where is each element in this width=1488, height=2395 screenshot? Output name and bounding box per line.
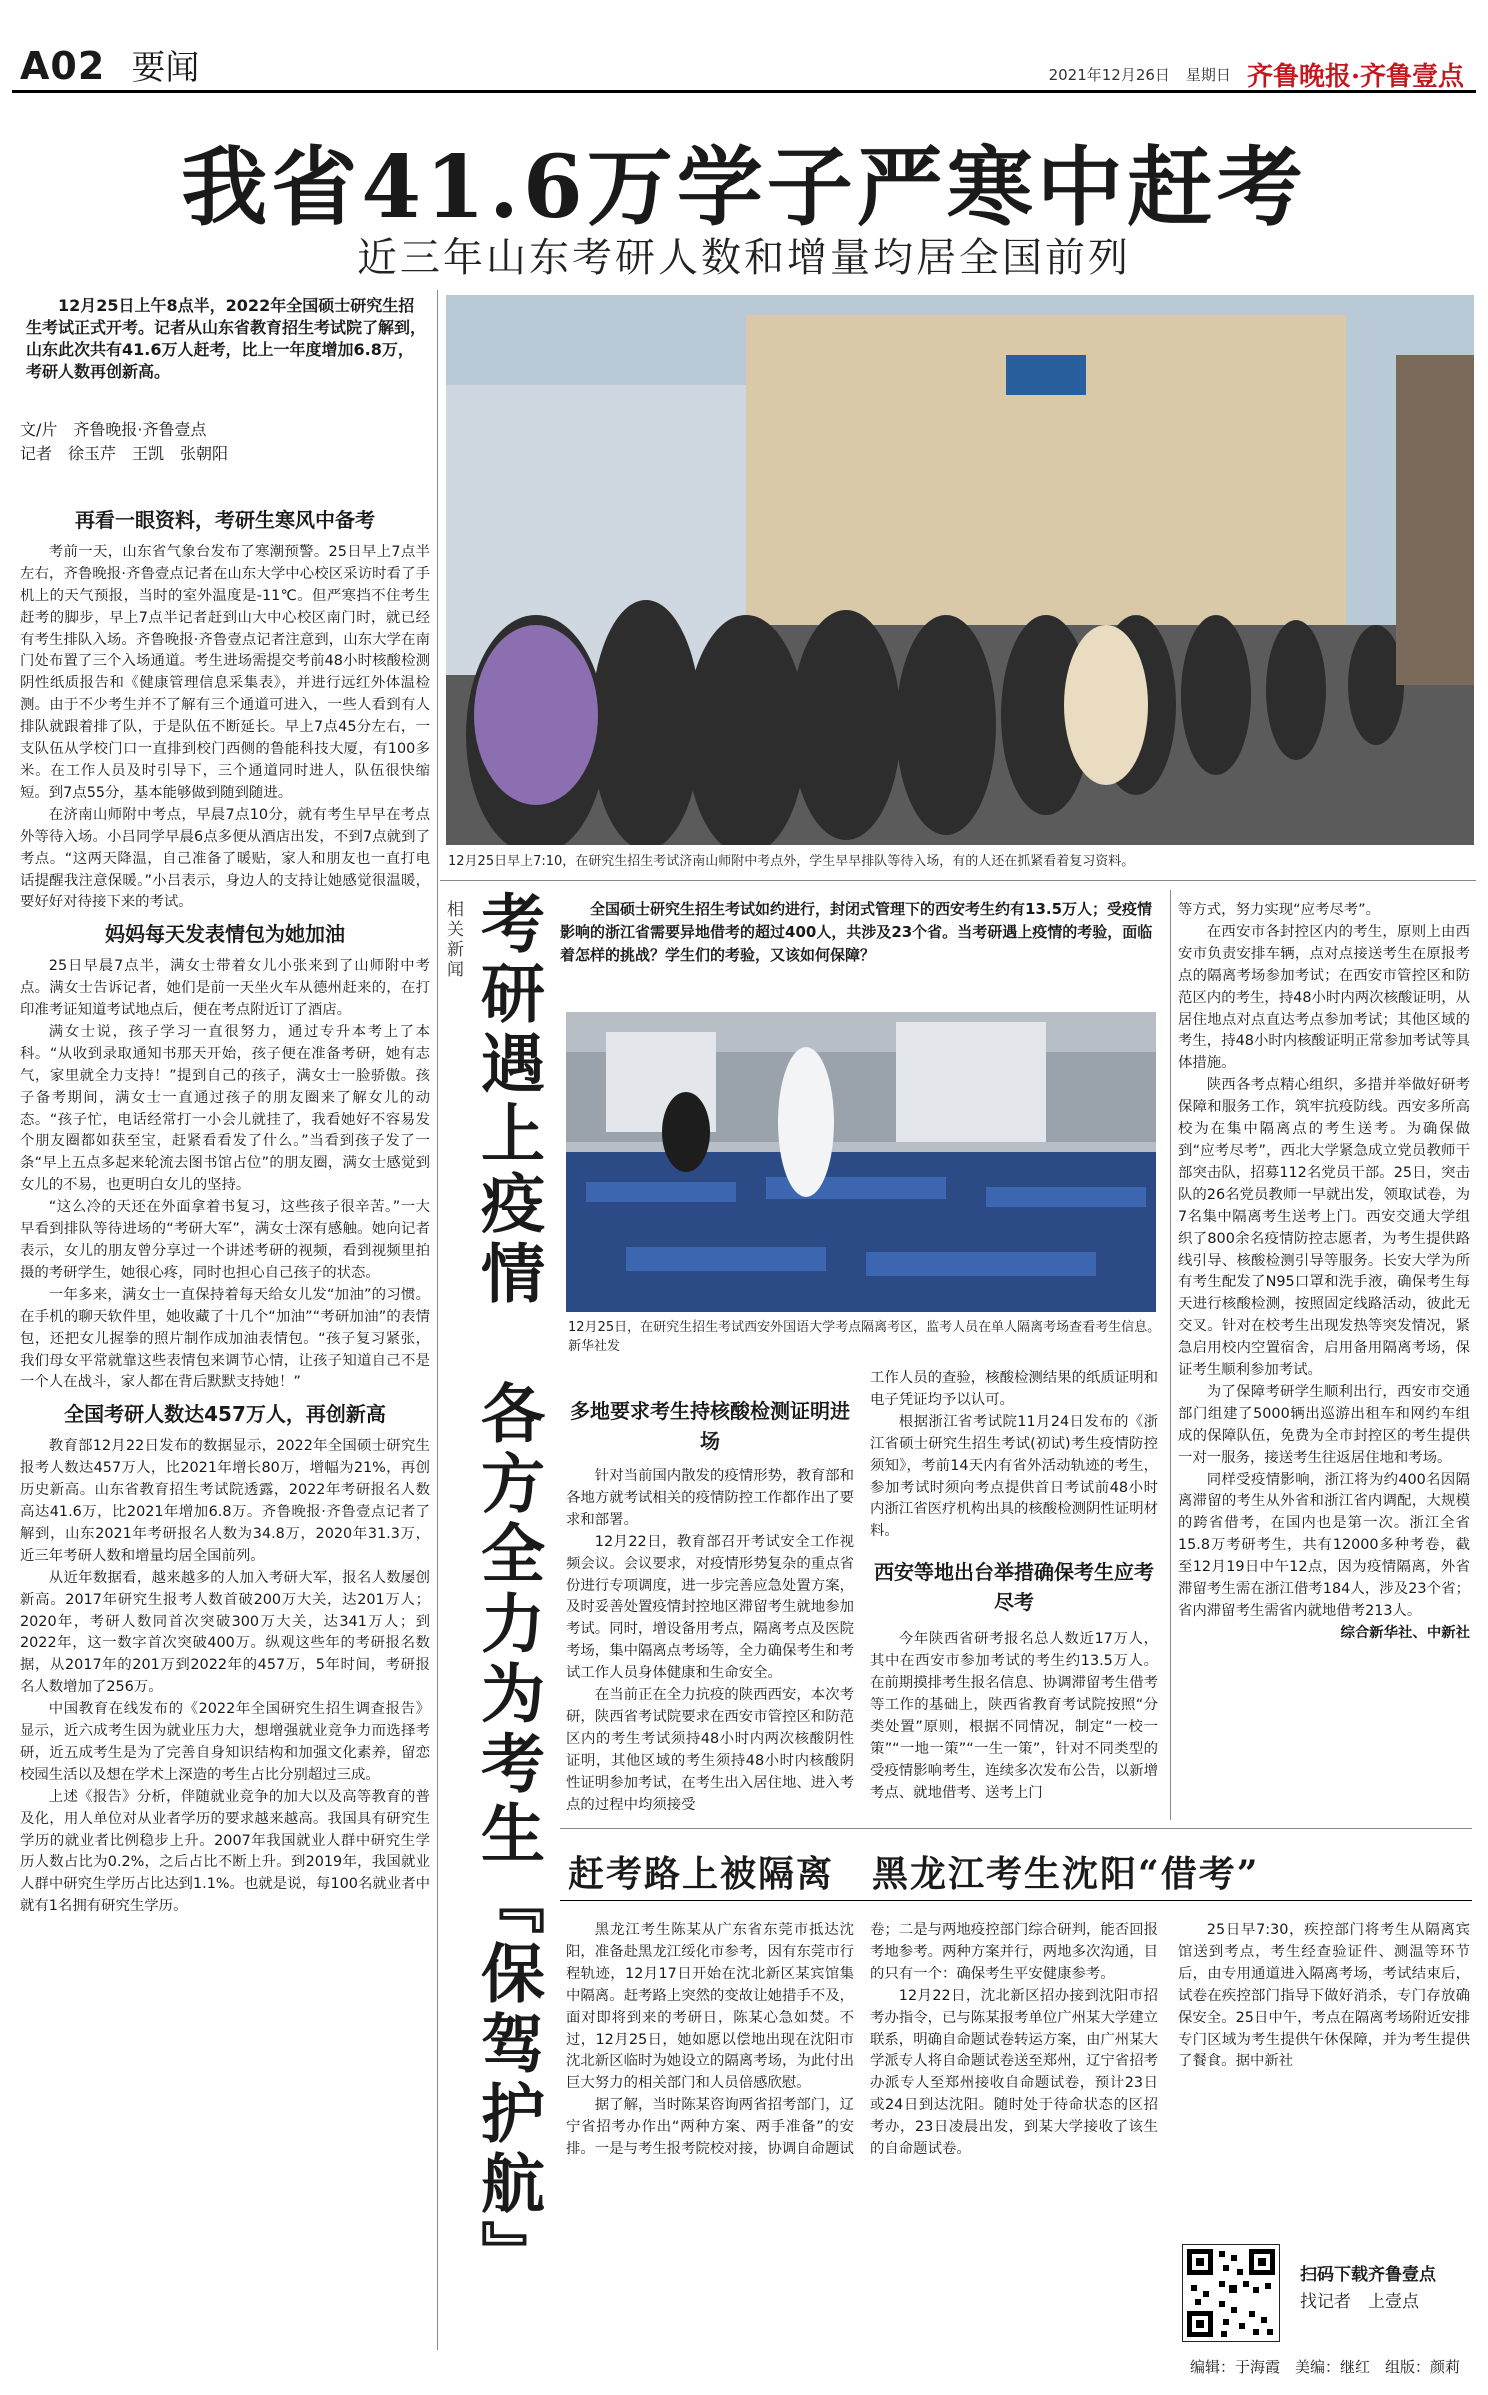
article-paragraph: 12月22日，教育部召开考试安全工作视频会议。会议要求，对疫情形势复杂的重点省份进行专项调度，进一步完善应急处置方案，及时妥善处置疫情封控地区滞留考生就地参加考试。同时，增设备用考点，隔离考点及医院考场，集中隔离点考场等，全力确保考生和考试工作人员身体健康和生命安全。 [566, 1533, 854, 1682]
article-paragraph: 在当前正在全力抗疫的陕西西安，本次考研，陕西省考试院要求在西安市管控区和防范区内的考生考试须持48小时内两次核酸阴性证明，其他区域的考生须持48小时内核酸阴性证明参加考试，在考生出入居住地、进入考点的过程中均须接受 [566, 1687, 854, 1813]
article-paragraph: 满女士说，孩子学习一直很努力，通过专升本考上了本科。“从收到录取通知书那天开始，孩子便在准备考研，她有志气，家里就全力支持！”提到自己的孩子，满女士一脸骄傲。孩子备考期间，满女士一直通过孩子的朋友圈来了解女儿的动态。“孩子忙，电话经常打一小会儿就挂了，我看她好不容易发个朋友圈都如获至宝，赶紧看看发了什么。”当看到孩子发了一条“早上五点多起来轮流去图书馆占位”的朋友圈，满女士感觉到女儿的不易，也更明白女儿的坚持。 [20, 1023, 430, 1194]
article-paragraph: 25日早晨7点半，满女士带着女儿小张来到了山师附中考点。满女士告诉记者，她们是前一天坐火车从德州赶来的，在打印准考证知道考试地点后，便在考点附近订了酒店。 [20, 958, 430, 1019]
qr-code[interactable] [1182, 2244, 1280, 2342]
exam-queue-photo [446, 295, 1474, 845]
column-divider [1170, 890, 1171, 1820]
article-paragraph: 中国教育在线发布的《2022年全国研究生招生调查报告》显示，近六成考生因为就业压力大，想增强就业竞争力而选择考研，近五成考生是为了完善自身知识结构和加强文化素养，留恋校园生活以及想在学术上深造的考生占比分别超过三成。 [20, 1701, 430, 1783]
article-paragraph: 在西安市各封控区内的考生，原则上由西安市负责安排车辆，点对点接送考生在原报考点的隔离考场参加考试；在西安市管控区和防范区内的考生，持48小时内两次核酸证明，从居住地点对点直达考点参加考试；其他区域的考生，持48小时内核酸证明正常参加考试等具体措施。 [1178, 923, 1470, 1072]
article-source: 综合新华社、中新社 [1340, 1624, 1470, 1641]
lead-paragraph: 12月25日上午8点半，2022年全国硕士研究生招生考试正式开考。记者从山东省教育招生考试院了解到，山东此次共有41.6万人赶考，比上一年度增加6.8万，考研人数再创新高。 [26, 296, 427, 381]
column-divider [437, 290, 438, 2350]
story-column-1 [566, 1920, 854, 2161]
sub-headline: 近三年山东考研人数和增量均居全国前列 [357, 235, 1131, 281]
qr-caption [1300, 2262, 1470, 2316]
mid-column-2 [870, 1368, 1158, 1805]
qr-caption-line1: 扫码下载齐鲁壹点 [1300, 2265, 1436, 2285]
sub-heading: 多地要求考生持核酸检测证明进场 [570, 1399, 850, 1453]
section-heading: 全国考研人数达457万人，再创新高 [64, 1402, 386, 1427]
article-paragraph: “这么冷的天还在外面拿着书复习，这些孩子很辛苦。”一大早看到排队等待进场的“考研大军”，满女士深有感触。她向记者表示，女儿的朋友曾分享过一个讲述考研的视频，看到视频里拍摄的考研学生，她很心疼，同时也担心自己孩子的状态。 [20, 1199, 430, 1281]
story-column-3 [1178, 1920, 1470, 2073]
mid-column-1 [566, 1396, 854, 1817]
sub-heading: 西安等地出台举措确保考生应考尽考 [874, 1560, 1154, 1615]
photo-caption: 12月25日早上7:10，在研究生招生考试济南山师附中考点外，学生早早排队等待入场，有的人还在抓紧看着复习资料。 [448, 854, 1135, 869]
exam-queue-photo-illustration [446, 295, 1474, 845]
related-intro: 全国硕士研究生招生考试如约进行，封闭式管理下的西安考生约有13.5万人；受疫情影响的浙江省需要异地借考的超过400人，共涉及23个省。当考研遇上疫情的考验，面临着怎样的挑战？学生们的考验，又该如何保障？ [560, 900, 1153, 964]
byline-source: 文/片 齐鲁晚报·齐鲁壹点 [20, 420, 207, 439]
headline-rule [560, 1900, 1472, 1901]
isolation-exam-room-photo [566, 1012, 1156, 1312]
page-header-left [20, 40, 199, 89]
article-paragraph: 25日早7:30，疾控部门将考生从隔离宾馆送到考点，考生经查验证件、测温等环节后，由专用通道进入隔离考场，考试结束后，试卷在疾控部门指导下做好消杀，专门存放确保安全。25日中午，考点在隔离考场附近安排专门区域为考生提供午休保障，并为考生提供了餐食。据中新社 [1178, 1922, 1470, 2070]
article-paragraph: 从近年数据看，越来越多的人加入考研大军，报名人数屡创新高。2017年研究生报考人数首破200万大关，达201万人；2020年，考研人数同首次突破300万大关，达341万人；到2022年，这一数字首次突破400万。纵观这些年的考研报名数据，从2017年的201万到2022年的457万，5年时间，考研报名人数增加了256万。 [20, 1569, 430, 1696]
byline-reporters: 记者 徐玉芹 王凯 张朝阳 [20, 444, 229, 463]
article-paragraph: 卷；二是与两地疫控部门综合研判，能否回报考地参考。两种方案并行，两地多次沟通，目的只有一个：确保考生平安健康参考。 [870, 1922, 1158, 1982]
newspaper-brand-logo: 齐鲁晚报·齐鲁壹点 [1246, 62, 1464, 92]
article-paragraph: 一年多来，满女士一直保持着每天给女儿发“加油”的习惯。在手机的聊天软件里，她收藏了十几个“加油”“考研加油”的表情包，还把女儿握拳的照片制作成加油表情包。“孩子复习紧张，我们母女平常就靠这些表情包来调节心情，让孩子知道自己不是一个人在战斗，家人都在背后默默支持她！” [20, 1286, 430, 1391]
article-paragraph: 教育部12月22日发布的数据显示，2022年全国硕士研究生报考人数达457万人，比2021年增长80万，增幅为21%，再创历史新高。山东省教育招生考试院透露，2022年考研报名人数高达41.6万，比2021年增加6.8万。齐鲁晚报·齐鲁壹点记者了解到，山东2021年考研报名人数为34.8万，2020年31.3万，近三年考研人数和增量均居全国前列。 [20, 1438, 430, 1564]
article-paragraph: 同样受疫情影响，浙江将为约400名因隔离滞留的考生从外省和浙江省内调配，大规模的跨省借考，在国内也是第一次。浙江全省15.8万考研考生，共有12000多种考卷，截至12月19日中午12点，因为疫情隔离，外省滞留考生需在浙江借考184人，涉及23个省；省内滞留考生需省内就地借考213人。 [1178, 1471, 1470, 1619]
page-header-right [1049, 56, 1464, 93]
section-name: 要闻 [131, 48, 200, 88]
left-column [20, 500, 430, 1918]
article-paragraph: 考前一天，山东省气象台发布了寒潮预警。25日早上7点半左右，齐鲁晚报·齐鲁壹点记者在山东大学中心校区采访时看了手机上的天气预报，当时的室外温度是-11℃。但严寒挡不住考生赶考的脚步，早上7点半记者赶到山大中心校区南门时，就已经有考生排队入场。齐鲁晚报·齐鲁壹点记者注意到，山东大学在南门处布置了三个入场通道。考生进场需提交考前48小时核酸检测阴性纸质报告和《健康管理信息采集表》，并进行远红外体温检测。由于不少考生并不了解有三个通道可进入，一些人看到有人排队就跟着排了队，于是队伍不断延长。早上7点45分左右，一支队伍从学校门口一直排到校门西侧的鲁能科技大厦，有100多米。在工作人员及时引导下，三个通道同时进人，队伍很快缩短。到7点55分，基本能够做到随到随进。 [20, 543, 430, 801]
main-headline: 我省41.6万学子严寒中赶考 [181, 137, 1307, 238]
section-heading: 再看一眼资料，考研生寒风中备考 [75, 508, 375, 532]
article-paragraph: 为了保障考研学生顺利出行，西安市交通部门组建了5000辆出巡游出租车和网约车组成的保障队伍，免费为全市封控区的考生提供一对一服务，接送考生往返居住地和考场。 [1178, 1383, 1470, 1466]
related-news-headline: 考研遇上疫情 各方全力为考生『保驾护航』 [470, 890, 545, 2290]
page-code: A02 [20, 44, 106, 88]
qr-caption-line2: 找记者 上壹点 [1300, 2292, 1419, 2312]
section-rule [440, 880, 1476, 881]
qr-code-icon [1183, 2245, 1279, 2341]
header-rule [12, 90, 1476, 93]
article-paragraph: 据了解，当时陈某咨询两省招考部门，辽宁省招考办作出“两种方案、两手准备”的安排。一是与考生报考院校对接，协调自命题试 [566, 2097, 854, 2158]
section-heading: 妈妈每天发表情包为她加油 [105, 922, 345, 947]
isolation-exam-room-illustration [566, 1012, 1156, 1312]
article-paragraph: 在济南山师附中考点，早晨7点10分，就有考生早早在考点外等待入场。小吕同学早晨6点多便从酒店出发，不到7点就到了考点。“这两天降温，自己准备了暖贴，家人和朋友也一直打电话提醒我注意保暖。”小吕表示，身边人的支持让她感觉很温暖，要好好对待接下来的考试。 [20, 806, 430, 911]
editor-credits: 编辑：于海霞 美编：继红 组版：颜莉 [1190, 2358, 1461, 2376]
story-column-2 [870, 1920, 1158, 2161]
article-paragraph: 工作人员的查验，核酸检测结果的纸质证明和电子凭证均予以认可。 [870, 1370, 1158, 1408]
issue-weekday: 星期日 [1185, 66, 1231, 84]
article-paragraph: 根据浙江省考试院11月24日发布的《浙江省硕士研究生招生考试(初试)考生疫情防控须知》，考前14天内有省外活动轨迹的考生，参加考试时须向考点提供首日考试前48小时内浙江省医疗机构出具的核酸检测阴性证明材料。 [870, 1413, 1158, 1540]
article-paragraph: 陕西各考点精心组织，多措并举做好研考保障和服务工作，筑牢抗疫防线。西安多所高校为在集中隔离点的考生送考。为确保做到“应考尽考”，西北大学紧急成立党员教师干部突击队，招募112名党员干部。25日，突击队的26名党员教师一早就出发，领取试卷，为7名集中隔离考生送考上门。西安交通大学组织了800余名疫情防控志愿者，为考生提供路线引导、核酸检测引导等服务。长安大学为所有考生配发了N95口罩和洗手液，确保考生每天进行核酸检测，按照固定线路活动，彼此无交叉。针对在校考生出现发热等突发情况，紧急启用校内空置宿舍，启用备用隔离考场，保证考生顺利参加考试。 [1178, 1077, 1470, 1379]
photo-caption: 12月25日，在研究生招生考试西安外国语大学考点隔离考区，监考人员在单人隔离考场查看考生信息。 新华社发 [568, 1320, 1167, 1354]
article-paragraph: 12月22日，沈北新区招办接到沈阳市招考办指令，已与陈某报考单位广州某大学建立联系，明确自命题试卷转运方案，由广州某大学派专人将自命题试卷送至郑州，辽宁省招考办派专人至郑州接收自命题试卷，预计23日或24日到达沈阳。随时处于待命状态的区招考办，23日凌晨出发，到某大学接收了该生的自命题试卷。 [870, 1987, 1158, 2158]
section-rule [560, 1828, 1472, 1829]
byline [20, 418, 430, 466]
issue-date: 2021年12月26日 [1048, 66, 1170, 84]
article-paragraph: 黑龙江考生陈某从广东省东莞市抵达沈阳，准备赴黑龙江绥化市参考，因有东莞市行程轨迹，12月17日开始在沈北新区某宾馆集中隔离。赶考路上突然的变故让她措手不及，面对即将到来的考研日，陈某心急如焚。不过，12月25日，她如愿以偿地出现在沈阳市沈北新区临时为她设立的隔离考场，为此付出巨大努力的相关部门和人员倍感欣慰。 [566, 1922, 854, 2092]
right-column [1178, 900, 1470, 1645]
article-paragraph: 针对当前国内散发的疫情形势，教育部和各地方就考试相关的疫情防控工作都作出了要求和部署。 [566, 1468, 854, 1528]
story-headline: 赶考路上被隔离 黑龙江考生沈阳“借考” [568, 1853, 1260, 1895]
article-paragraph: 等方式，努力实现“应考尽考”。 [1178, 902, 1380, 918]
related-news-label: 相关新闻 [443, 900, 463, 980]
article-paragraph: 今年陕西省研考报名总人数近17万人，其中在西安市参加考试的考生约13.5万人。在前期摸排考生报名信息、协调滞留考生借考等工作的基础上，陕西省教育考试院按照“分类处置”原则，根据不同情况，制定“一校一策”“一地一策”“一生一策”，针对不同类型的受疫情影响考生，连续多次发布公告，以新增考点、就地借考、送考上门 [870, 1631, 1158, 1801]
article-paragraph: 上述《报告》分析，伴随就业竞争的加大以及高等教育的普及化，用人单位对从业者学历的要求越来越高。我国具有研究生学历的就业者比例稳步上升。2007年我国就业人群中研究生学历人数占比为0.2%，之后占比不断上升。到2019年，我国就业人群中研究生学历占比达到1.1%。也就是说，每100名就业者中就有1名拥有研究生学历。 [20, 1788, 430, 1915]
